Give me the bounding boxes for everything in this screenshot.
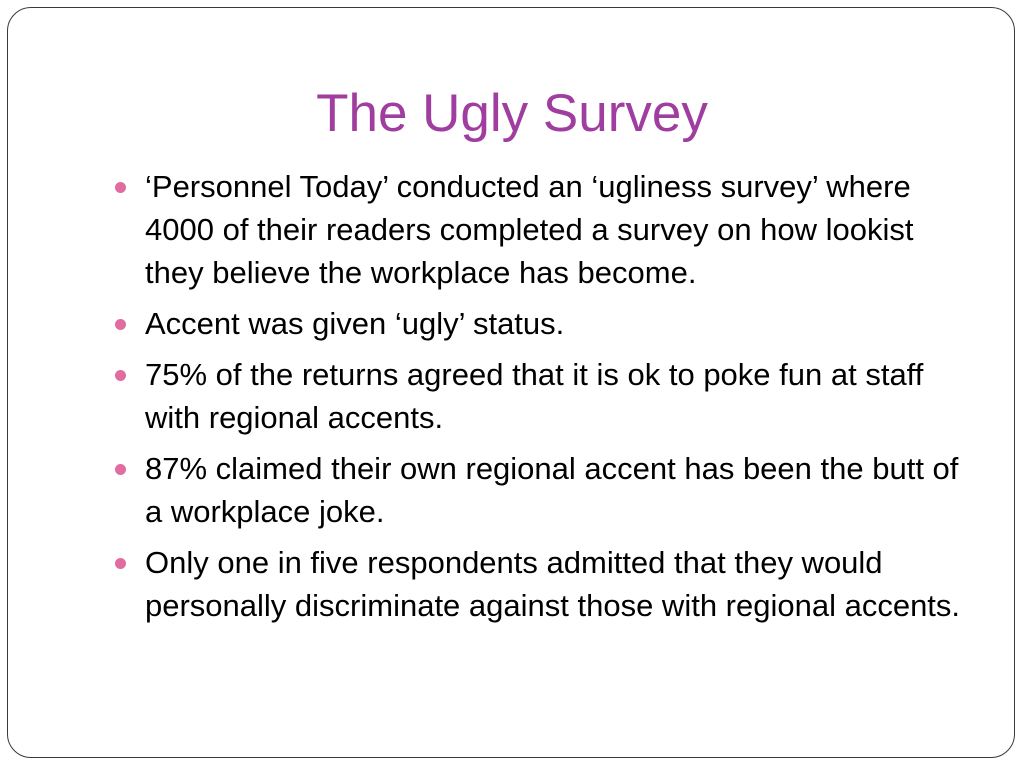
bullet-list	[112, 165, 972, 635]
bullet-dot-icon	[115, 558, 126, 569]
bullet-item	[112, 541, 972, 627]
bullet-item	[112, 165, 972, 294]
bullet-text: Accent was given ‘ugly’ status.	[145, 306, 565, 341]
bullet-dot-icon	[115, 370, 126, 381]
bullet-text: 75% of the returns agreed that it is ok to poke fun at staff with regional accents.	[145, 357, 924, 435]
bullet-item	[112, 353, 972, 439]
bullet-item	[112, 302, 972, 345]
bullet-item	[112, 447, 972, 533]
slide-title: The Ugly Survey	[316, 84, 708, 143]
bullet-dot-icon	[115, 182, 126, 193]
bullet-text: Only one in five respondents admitted that they would personally discriminate against those with regional accents.	[145, 545, 961, 623]
bullet-text: ‘Personnel Today’ conducted an ‘ugliness survey’ where 4000 of their readers completed a survey on how lookist they believe the workplace has become.	[145, 169, 914, 290]
bullet-dot-icon	[115, 464, 126, 475]
bullet-dot-icon	[115, 319, 126, 330]
bullet-text: 87% claimed their own regional accent has been the butt of a workplace joke.	[145, 451, 959, 529]
